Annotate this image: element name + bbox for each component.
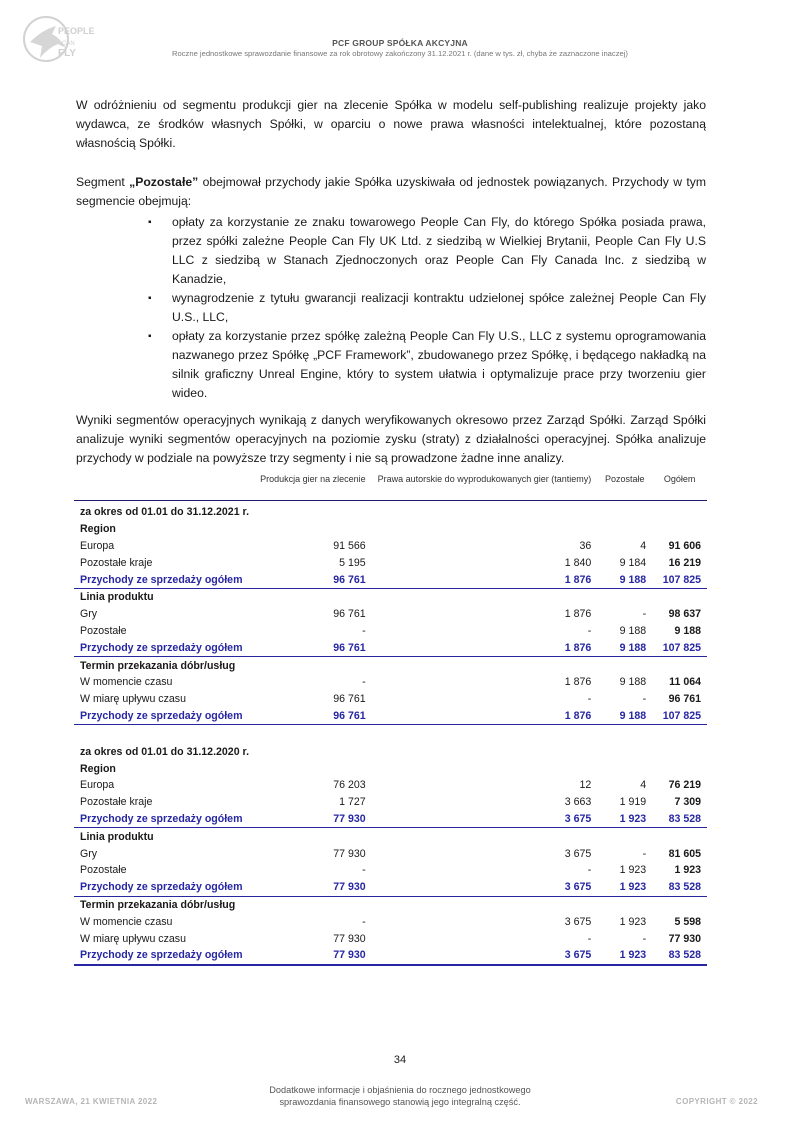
table-row — [74, 862, 707, 879]
value-cell: 1 923 — [619, 915, 647, 928]
row-label: Pozostałe — [80, 624, 127, 637]
value-cell: 1 876 — [564, 608, 592, 621]
row-label: Pozostałe kraje — [80, 556, 153, 569]
paragraph-segment-other — [76, 173, 706, 211]
svg-text:FLY: FLY — [58, 48, 76, 59]
value-cell: 9 188 — [597, 708, 652, 725]
value-cell: 3 675 — [372, 947, 598, 965]
revenue-bullet-list — [76, 213, 706, 403]
value-cell: 9 188 — [619, 624, 647, 637]
table-section-row — [74, 521, 707, 538]
table-header-row — [74, 458, 707, 501]
document-body — [76, 96, 706, 468]
row-label: Przychody ze sprzedaży ogółem — [74, 639, 254, 656]
footer-note-line: sprawozdania finansowego stanowią jego integralną część. — [279, 1097, 521, 1107]
row-label: Przychody ze sprzedaży ogółem — [74, 708, 254, 725]
value-cell: 96 761 — [254, 708, 372, 725]
value-cell: 1 923 — [597, 879, 652, 896]
total-value-cell: 11 064 — [669, 676, 701, 689]
total-value-cell: 1 923 — [674, 864, 701, 877]
value-cell: - — [362, 915, 366, 928]
section-label: Termin przekazania dóbr/usług — [80, 898, 236, 911]
row-label: Przychody ze sprzedaży ogółem — [74, 879, 254, 896]
total-value-cell: 76 219 — [668, 779, 701, 792]
footer-note-line: Dodatkowe informacje i objaśnienia do rocznego jednostkowego — [269, 1085, 531, 1095]
value-cell: 4 — [640, 779, 647, 792]
total-value-cell: 83 528 — [652, 811, 707, 828]
total-value-cell: 5 598 — [674, 915, 701, 928]
bullet-item: ▪ wynagrodzenie z tytułu gwarancji realizacji kontraktu udzielonej spółce zależnej People Can Fly U.S., LLC, — [172, 289, 706, 327]
table-spacer-row — [74, 725, 707, 744]
value-cell: 77 930 — [333, 847, 366, 860]
value-cell: 96 761 — [333, 608, 366, 621]
value-cell: 1 876 — [372, 639, 598, 656]
footer-copyright: COPYRIGHT © 2022 — [675, 1097, 758, 1106]
svg-text:CAN: CAN — [62, 41, 75, 47]
total-value-cell: 16 219 — [668, 556, 701, 569]
total-value-cell: 96 761 — [668, 693, 701, 706]
value-cell: 9 188 — [597, 571, 652, 588]
value-cell: 77 930 — [254, 947, 372, 965]
company-name: PCF GROUP SPÓŁKA AKCYJNA — [332, 38, 468, 48]
para2-suffix: obejmował przychody jakie Spółka uzyskiwała od jednostek powiązanych. Przychody w tym segmencie obejmują: — [76, 175, 707, 208]
value-cell: 1 919 — [619, 796, 647, 809]
column-header: Produkcja gier na zlecenie — [260, 473, 366, 484]
value-cell: 9 184 — [619, 556, 647, 569]
value-cell: 3 675 — [372, 811, 598, 828]
total-value-cell: 83 528 — [652, 879, 707, 896]
total-value-cell: 91 606 — [668, 539, 701, 552]
total-value-cell: 81 605 — [668, 847, 701, 860]
table-total-row — [74, 571, 707, 588]
value-cell: 1 923 — [597, 811, 652, 828]
table-section-row — [74, 743, 707, 760]
total-value-cell: 107 825 — [652, 571, 707, 588]
section-label: Termin przekazania dóbr/usług — [80, 659, 236, 672]
footer-location-date: WARSZAWA, 21 KWIETNIA 2022 — [25, 1097, 158, 1106]
value-cell: 3 675 — [564, 847, 592, 860]
table-row — [74, 777, 707, 794]
table-section-row — [74, 657, 707, 674]
value-cell: 36 — [579, 539, 592, 552]
row-label: Przychody ze sprzedaży ogółem — [74, 947, 254, 965]
value-cell: - — [362, 624, 366, 637]
value-cell: 1 727 — [339, 796, 366, 809]
value-cell: - — [587, 624, 592, 637]
table-row — [74, 674, 707, 691]
value-cell: 4 — [640, 539, 647, 552]
header-label-cell — [74, 458, 254, 501]
value-cell: 12 — [579, 779, 592, 792]
value-cell: 1 923 — [619, 864, 647, 877]
table-section-row — [74, 760, 707, 777]
table-row — [74, 538, 707, 555]
table-body — [74, 504, 707, 965]
row-label: Europa — [80, 539, 115, 552]
row-label: Europa — [80, 779, 115, 792]
section-label: Linia produktu — [80, 830, 154, 843]
value-cell: - — [362, 676, 366, 689]
value-cell: - — [362, 864, 366, 877]
total-value-cell: 98 637 — [668, 608, 701, 621]
value-cell: 3 675 — [564, 915, 592, 928]
section-label: za okres od 01.01 do 31.12.2020 r. — [80, 745, 250, 758]
total-value-cell: 107 825 — [652, 639, 707, 656]
value-cell: 1 876 — [564, 676, 592, 689]
table-total-row — [74, 708, 707, 725]
value-cell: 96 761 — [254, 639, 372, 656]
value-cell: - — [642, 932, 647, 945]
report-subtitle: Roczne jednostkowe sprawozdanie finansowe za rok obrotowy zakończony 31.12.2021 r. (dane w tys. zł, chyba że zaznaczone inaczej) — [172, 49, 628, 58]
table-row — [74, 794, 707, 811]
segment-revenue-table — [74, 458, 707, 966]
value-cell: 3 663 — [564, 796, 592, 809]
paragraph-segment-results: Wyniki segmentów operacyjnych wynikają z danych weryfikowanych okresowo przez Zarząd Spółki. Zarząd Spółki analizuje wyniki segmentów operacyjnych na poziomie zysku (straty) z działalności operacyjnej. Spółka analizuje przychody w podziale na powyższe trzy segmenty i nie są prowadzone żadne inne analizy. — [76, 413, 706, 465]
table-row — [74, 691, 707, 708]
section-label: Region — [80, 523, 116, 536]
value-cell: 9 188 — [619, 676, 647, 689]
total-value-cell: 77 930 — [668, 932, 701, 945]
value-cell: 96 761 — [333, 693, 366, 706]
row-label: Gry — [80, 847, 98, 860]
total-value-cell: 9 188 — [674, 624, 701, 637]
section-label: Linia produktu — [80, 591, 154, 604]
value-cell: - — [587, 864, 592, 877]
table-total-row — [74, 639, 707, 656]
value-cell: - — [642, 847, 647, 860]
table-section-row — [74, 896, 707, 913]
bullet-item: ▪ opłaty za korzystanie ze znaku towarowego People Can Fly, do którego Spółka posiada prawa, przez spółki zależne People Can Fly UK Ltd. z siedzibą w Wielkiej Brytanii, People Can Fly U.S LLC z siedzibą w Stanach Zjednoczonych oraz People Can Fly Canada Inc. z siedzibą w Kanadzie, — [172, 213, 706, 289]
table-total-row — [74, 947, 707, 965]
table-row — [74, 554, 707, 571]
row-label: W miarę upływu czasu — [80, 693, 186, 706]
table-row — [74, 913, 707, 930]
table-total-row — [74, 879, 707, 896]
para2-bold-term: „Pozostałe” — [129, 175, 199, 189]
row-label: Pozostałe kraje — [80, 796, 153, 809]
row-label: W momencie czasu — [80, 676, 173, 689]
spacer-cell — [74, 725, 707, 744]
table-section-row — [74, 504, 707, 521]
row-label: Przychody ze sprzedaży ogółem — [74, 811, 254, 828]
para2-prefix: Segment — [76, 175, 130, 189]
row-label: Pozostałe — [80, 864, 127, 877]
row-label: W miarę upływu czasu — [80, 932, 186, 945]
paragraph-self-publishing: W odróżnieniu od segmentu produkcji gier na zlecenie Spółka w modelu self-publishing realizuje projekty jako wydawca, ze środków własnych Spółki, w oparciu o nowe prawa własności intelektualnej, które pozostaną własnością Spółki. — [76, 98, 706, 150]
value-cell: 76 203 — [333, 779, 366, 792]
table-row — [74, 623, 707, 640]
column-header: Ogółem — [663, 473, 696, 484]
value-cell: 1 923 — [597, 947, 652, 965]
section-label: Region — [80, 762, 116, 775]
table-section-row — [74, 828, 707, 845]
value-cell: 96 761 — [254, 571, 372, 588]
table-row — [74, 930, 707, 947]
value-cell: 77 930 — [333, 932, 366, 945]
row-label: Przychody ze sprzedaży ogółem — [74, 571, 254, 588]
value-cell: 91 566 — [333, 539, 366, 552]
column-header: Pozostałe — [604, 473, 645, 484]
table-row — [74, 606, 707, 623]
value-cell: - — [642, 693, 647, 706]
svg-text:PEOPLE: PEOPLE — [58, 26, 95, 36]
total-value-cell: 107 825 — [652, 708, 707, 725]
total-value-cell: 83 528 — [652, 947, 707, 965]
value-cell: 9 188 — [597, 639, 652, 656]
column-header: Prawa autorskie do wyprodukowanych gier (tantiemy) — [377, 473, 592, 484]
bullet-item: ▪ opłaty za korzystanie przez spółkę zależną People Can Fly U.S., LLC z systemu oprogramowania nazwanego przez Spółkę „PCF Framework”, zbudowanego przez Spółkę, i będącego nakładką na silnik graficzny Unreal Engine, który to system ułatwia i optymalizuje prace przy tworzeniu gier wideo. — [172, 327, 706, 403]
row-label: W momencie czasu — [80, 915, 173, 928]
value-cell: - — [642, 608, 647, 621]
value-cell: 77 930 — [254, 811, 372, 828]
value-cell: - — [587, 693, 592, 706]
total-value-cell: 7 309 — [674, 796, 701, 809]
row-label: Gry — [80, 608, 98, 621]
value-cell: 77 930 — [254, 879, 372, 896]
table-row — [74, 845, 707, 862]
value-cell: 5 195 — [339, 556, 366, 569]
section-label: za okres od 01.01 do 31.12.2021 r. — [80, 506, 250, 519]
value-cell: 1 876 — [372, 571, 598, 588]
value-cell: 1 876 — [372, 708, 598, 725]
value-cell: 1 840 — [564, 556, 592, 569]
value-cell: - — [587, 932, 592, 945]
table-total-row — [74, 811, 707, 828]
table-section-row — [74, 588, 707, 605]
value-cell: 3 675 — [372, 879, 598, 896]
page-number: 34 — [393, 1054, 407, 1066]
